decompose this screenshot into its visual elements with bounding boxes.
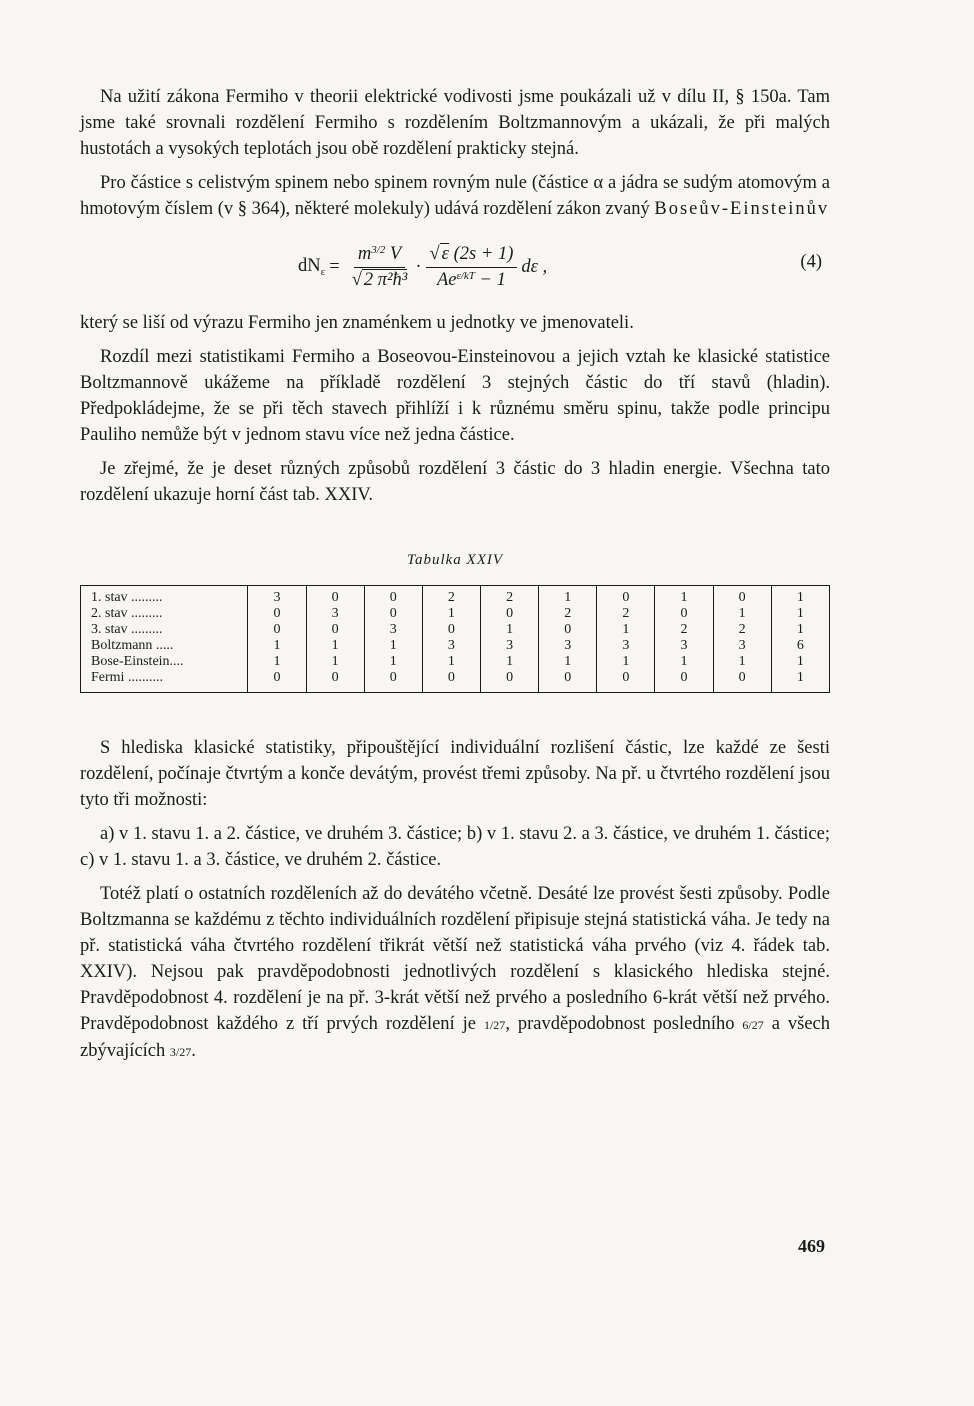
paragraph-ten-distributions: Je zřejmé, že je deset různých způsobů rozdělení 3 částic do 3 hladin energie. Všechna tato rozdělení ukazuje horní část tab. XXIV. bbox=[80, 459, 830, 505]
table-cell: 1 bbox=[622, 622, 630, 637]
table-row-labels bbox=[81, 586, 248, 693]
table-caption: Tabulka XXIV bbox=[406, 552, 504, 568]
table-cell: 0 bbox=[680, 606, 688, 621]
table-cell: 3 bbox=[622, 638, 630, 653]
table-cell: 0 bbox=[506, 606, 514, 621]
table-cell: 6 bbox=[796, 638, 804, 653]
table-cell: 0 bbox=[273, 606, 281, 621]
probabilities-text: Totéž platí o ostatních rozděleních až do devátého včetně. Desáté lze provést šesti způsoby. Podle Boltzmanna se každému z těchto individuálních rozdělení připisuje stejná statistická váha. Je tedy na př. statistická váha čtvrtého rozdělení třikrát větší než statistická váha prvého (viz 4. řádek tab. XXIV). Nejsou pak pravděpodobnosti jednotlivých rozdělení s klasického hlediska stejné. Pravděpodobnost 4. rozdělení je na př. 3-krát větší než prvého a posledního 6-krát větší než prvého. Pravděpodobnost každého z tří prvých rozdělení je bbox=[80, 884, 830, 1034]
table-cell: 1 bbox=[796, 606, 804, 621]
table-cell: 3 bbox=[738, 638, 746, 653]
row-label: Boltzmann ..... bbox=[91, 638, 174, 653]
sqrt-icon: √ bbox=[351, 269, 362, 290]
table-cell: 2 bbox=[564, 606, 572, 621]
fraction-one-27: 1/27 bbox=[483, 1018, 506, 1032]
table-cell: 3 bbox=[331, 606, 339, 621]
equation-4 bbox=[80, 226, 830, 310]
table-cell: 1 bbox=[796, 670, 804, 685]
eq-d1: 2 π²ħ³ bbox=[363, 269, 408, 290]
row-label: Bose-Einstein.... bbox=[91, 654, 184, 669]
table-cell: 0 bbox=[331, 622, 339, 637]
eq-n2-rest: (2s + 1) bbox=[448, 243, 514, 264]
table-cell: 1 bbox=[738, 606, 746, 621]
table-cell: 1 bbox=[506, 654, 514, 669]
table-cell: 1 bbox=[796, 590, 804, 605]
table-cell: 0 bbox=[738, 590, 746, 605]
table-cell: 1 bbox=[564, 654, 572, 669]
table-cell: 0 bbox=[622, 590, 630, 605]
table-column-10 bbox=[771, 586, 829, 693]
table-cell: 1 bbox=[389, 654, 397, 669]
eq-fraction-2 bbox=[426, 244, 518, 291]
eq-fraction-1 bbox=[348, 244, 412, 291]
eq-lhs-subscript: ε bbox=[320, 266, 326, 278]
table-cell: 1 bbox=[738, 654, 746, 669]
eq-equals: = bbox=[329, 256, 340, 277]
table-cell: 0 bbox=[564, 622, 572, 637]
table-column-9 bbox=[713, 586, 771, 693]
probabilities-text-2: , pravděpodobnost posledního bbox=[505, 1014, 743, 1034]
table-cell: 0 bbox=[389, 670, 397, 685]
table-cell: 1 bbox=[447, 654, 455, 669]
table-row bbox=[81, 586, 830, 693]
table-cell: 1 bbox=[273, 654, 281, 669]
eq-d2-exponent: ε/kT bbox=[456, 269, 475, 282]
table-cell: 0 bbox=[622, 670, 630, 685]
table-column-8 bbox=[655, 586, 713, 693]
paragraph-statistics-comparison: Rozdíl mezi statistikami Fermiho a Boseovou-Einsteinovou a jejich vztah ke klasické statistice Boltzmannově ukážeme na příkladě rozdělení 3 stejných částic do tří stavů (hladin). Předpokládejme, že se při těch stavech přihlíží i k různému směru spinu, takže podle principu Pauliho nemůže být v jednom stavu více než jedna částice. bbox=[80, 347, 830, 445]
table-cell: 0 bbox=[389, 606, 397, 621]
table-cell: 2 bbox=[622, 606, 630, 621]
table-cell: 1 bbox=[680, 590, 688, 605]
eq-fraction-1-numerator bbox=[354, 244, 405, 268]
table-cell: 1 bbox=[447, 606, 455, 621]
eq-n2: ε bbox=[441, 243, 449, 264]
table-cell: 0 bbox=[273, 670, 281, 685]
paragraph-fermi-conductivity: Na užití zákona Fermiho v theorii elektrické vodivosti jsme poukázali už v dílu II, § 150a. Tam jsme také srovnali rozdělení Fermiho s rozdělením Boltzmannovým a ukázali, že při malých hustotách a vysokých teplotách jsou obě rozdělení prakticky stejná. bbox=[80, 87, 830, 159]
paragraph-bose-einstein-intro bbox=[80, 170, 830, 222]
paragraph-probabilities bbox=[80, 881, 830, 1065]
equation-number: (4) bbox=[800, 252, 822, 272]
table-cell: 3 bbox=[564, 638, 572, 653]
bose-einstein-term: Boseův-Einsteinův bbox=[654, 199, 830, 219]
eq-n1-exponent: 3/2 bbox=[371, 243, 386, 256]
table-column-3 bbox=[364, 586, 422, 693]
eq-n1-rest: V bbox=[385, 243, 402, 264]
table-column-6 bbox=[539, 586, 597, 693]
table-cell: 2 bbox=[447, 590, 455, 605]
table-cell: 0 bbox=[447, 622, 455, 637]
table-column-4 bbox=[422, 586, 480, 693]
table-cell: 0 bbox=[506, 670, 514, 685]
eq-tail: dε , bbox=[521, 256, 548, 277]
eq-lhs bbox=[298, 256, 325, 278]
page-number: 469 bbox=[798, 1236, 825, 1256]
table-cell: 1 bbox=[680, 654, 688, 669]
table-cell: 0 bbox=[331, 670, 339, 685]
table-cell: 0 bbox=[447, 670, 455, 685]
eq-fraction-2-numerator bbox=[426, 244, 518, 268]
probabilities-text-end: . bbox=[191, 1041, 196, 1061]
table-cell: 3 bbox=[506, 638, 514, 653]
paragraph-bose-einstein-text: Pro částice s celistvým spinem nebo spinem rovným nule (částice α a jádra se sudým atomovým a hmotovým číslem (v § 364), některé molekuly) udává rozdělení zákon zvaný bbox=[80, 173, 830, 219]
table-cell: 3 bbox=[447, 638, 455, 653]
table-cell: 0 bbox=[389, 590, 397, 605]
table-cell: 2 bbox=[738, 622, 746, 637]
paragraph-difference-sign: který se liší od výrazu Fermiho jen znaménkem u jednotky ve jmenovateli. bbox=[80, 313, 634, 333]
table-cell: 0 bbox=[738, 670, 746, 685]
table-cell: 1 bbox=[506, 622, 514, 637]
table-xxiv bbox=[80, 585, 830, 693]
table-cell: 0 bbox=[273, 622, 281, 637]
eq-lhs-symbol: dN bbox=[298, 256, 321, 276]
table-cell: 1 bbox=[796, 622, 804, 637]
fraction-three-27: 3/27 bbox=[169, 1045, 192, 1059]
table-cell: 3 bbox=[680, 638, 688, 653]
row-label: 3. stav ......... bbox=[91, 622, 163, 637]
table-cell: 3 bbox=[273, 590, 281, 605]
probabilities-text-3: a všech zbývajících bbox=[80, 1014, 830, 1061]
equation-body bbox=[298, 232, 547, 302]
eq-dot: · bbox=[415, 256, 422, 277]
table-cell: 2 bbox=[506, 590, 514, 605]
row-label: 1. stav ......... bbox=[91, 590, 163, 605]
table-cell: 1 bbox=[622, 654, 630, 669]
table-cell: 0 bbox=[331, 590, 339, 605]
eq-d2: Ae bbox=[436, 269, 457, 290]
table-cell: 3 bbox=[389, 622, 397, 637]
row-label: Fermi .......... bbox=[91, 670, 163, 685]
table-cell: 0 bbox=[680, 670, 688, 685]
paragraph-classical-statistics: S hlediska klasické statistiky, připouštějící individuální rozlišení částic, lze každé ze šesti rozdělení, počínaje čtvrtým a konče devátým, provést třemi způsoby. Na př. u čtvrtého rozdělení jsou tyto tři možnosti: bbox=[80, 738, 830, 810]
page-body bbox=[80, 84, 830, 1065]
row-label: 2. stav ......... bbox=[91, 606, 163, 621]
table-column-1 bbox=[248, 586, 306, 693]
table-cell: 1 bbox=[796, 654, 804, 669]
sqrt-icon: √ bbox=[429, 243, 440, 264]
table-cell: 2 bbox=[680, 622, 688, 637]
table-cell: 1 bbox=[564, 590, 572, 605]
eq-d2-rest: − 1 bbox=[474, 269, 506, 290]
table-cell: 1 bbox=[331, 638, 339, 653]
table-cell: 1 bbox=[331, 654, 339, 669]
table-cell: 1 bbox=[389, 638, 397, 653]
eq-fraction-1-denominator bbox=[348, 268, 412, 291]
table-column-5 bbox=[481, 586, 539, 693]
table-column-7 bbox=[597, 586, 655, 693]
table-cell: 1 bbox=[273, 638, 281, 653]
eq-n1: m bbox=[357, 243, 372, 264]
paragraph-three-possibilities: a) v 1. stavu 1. a 2. částice, ve druhém 3. částice; b) v 1. stavu 2. a 3. částice, ve druhém 1. částice; c) v 1. stavu 1. a 3. částice, ve druhém 2. částice. bbox=[80, 824, 830, 870]
fraction-six-27: 6/27 bbox=[742, 1018, 764, 1032]
table-column-2 bbox=[306, 586, 364, 693]
table-cell: 0 bbox=[564, 670, 572, 685]
eq-fraction-2-denominator bbox=[433, 268, 510, 291]
